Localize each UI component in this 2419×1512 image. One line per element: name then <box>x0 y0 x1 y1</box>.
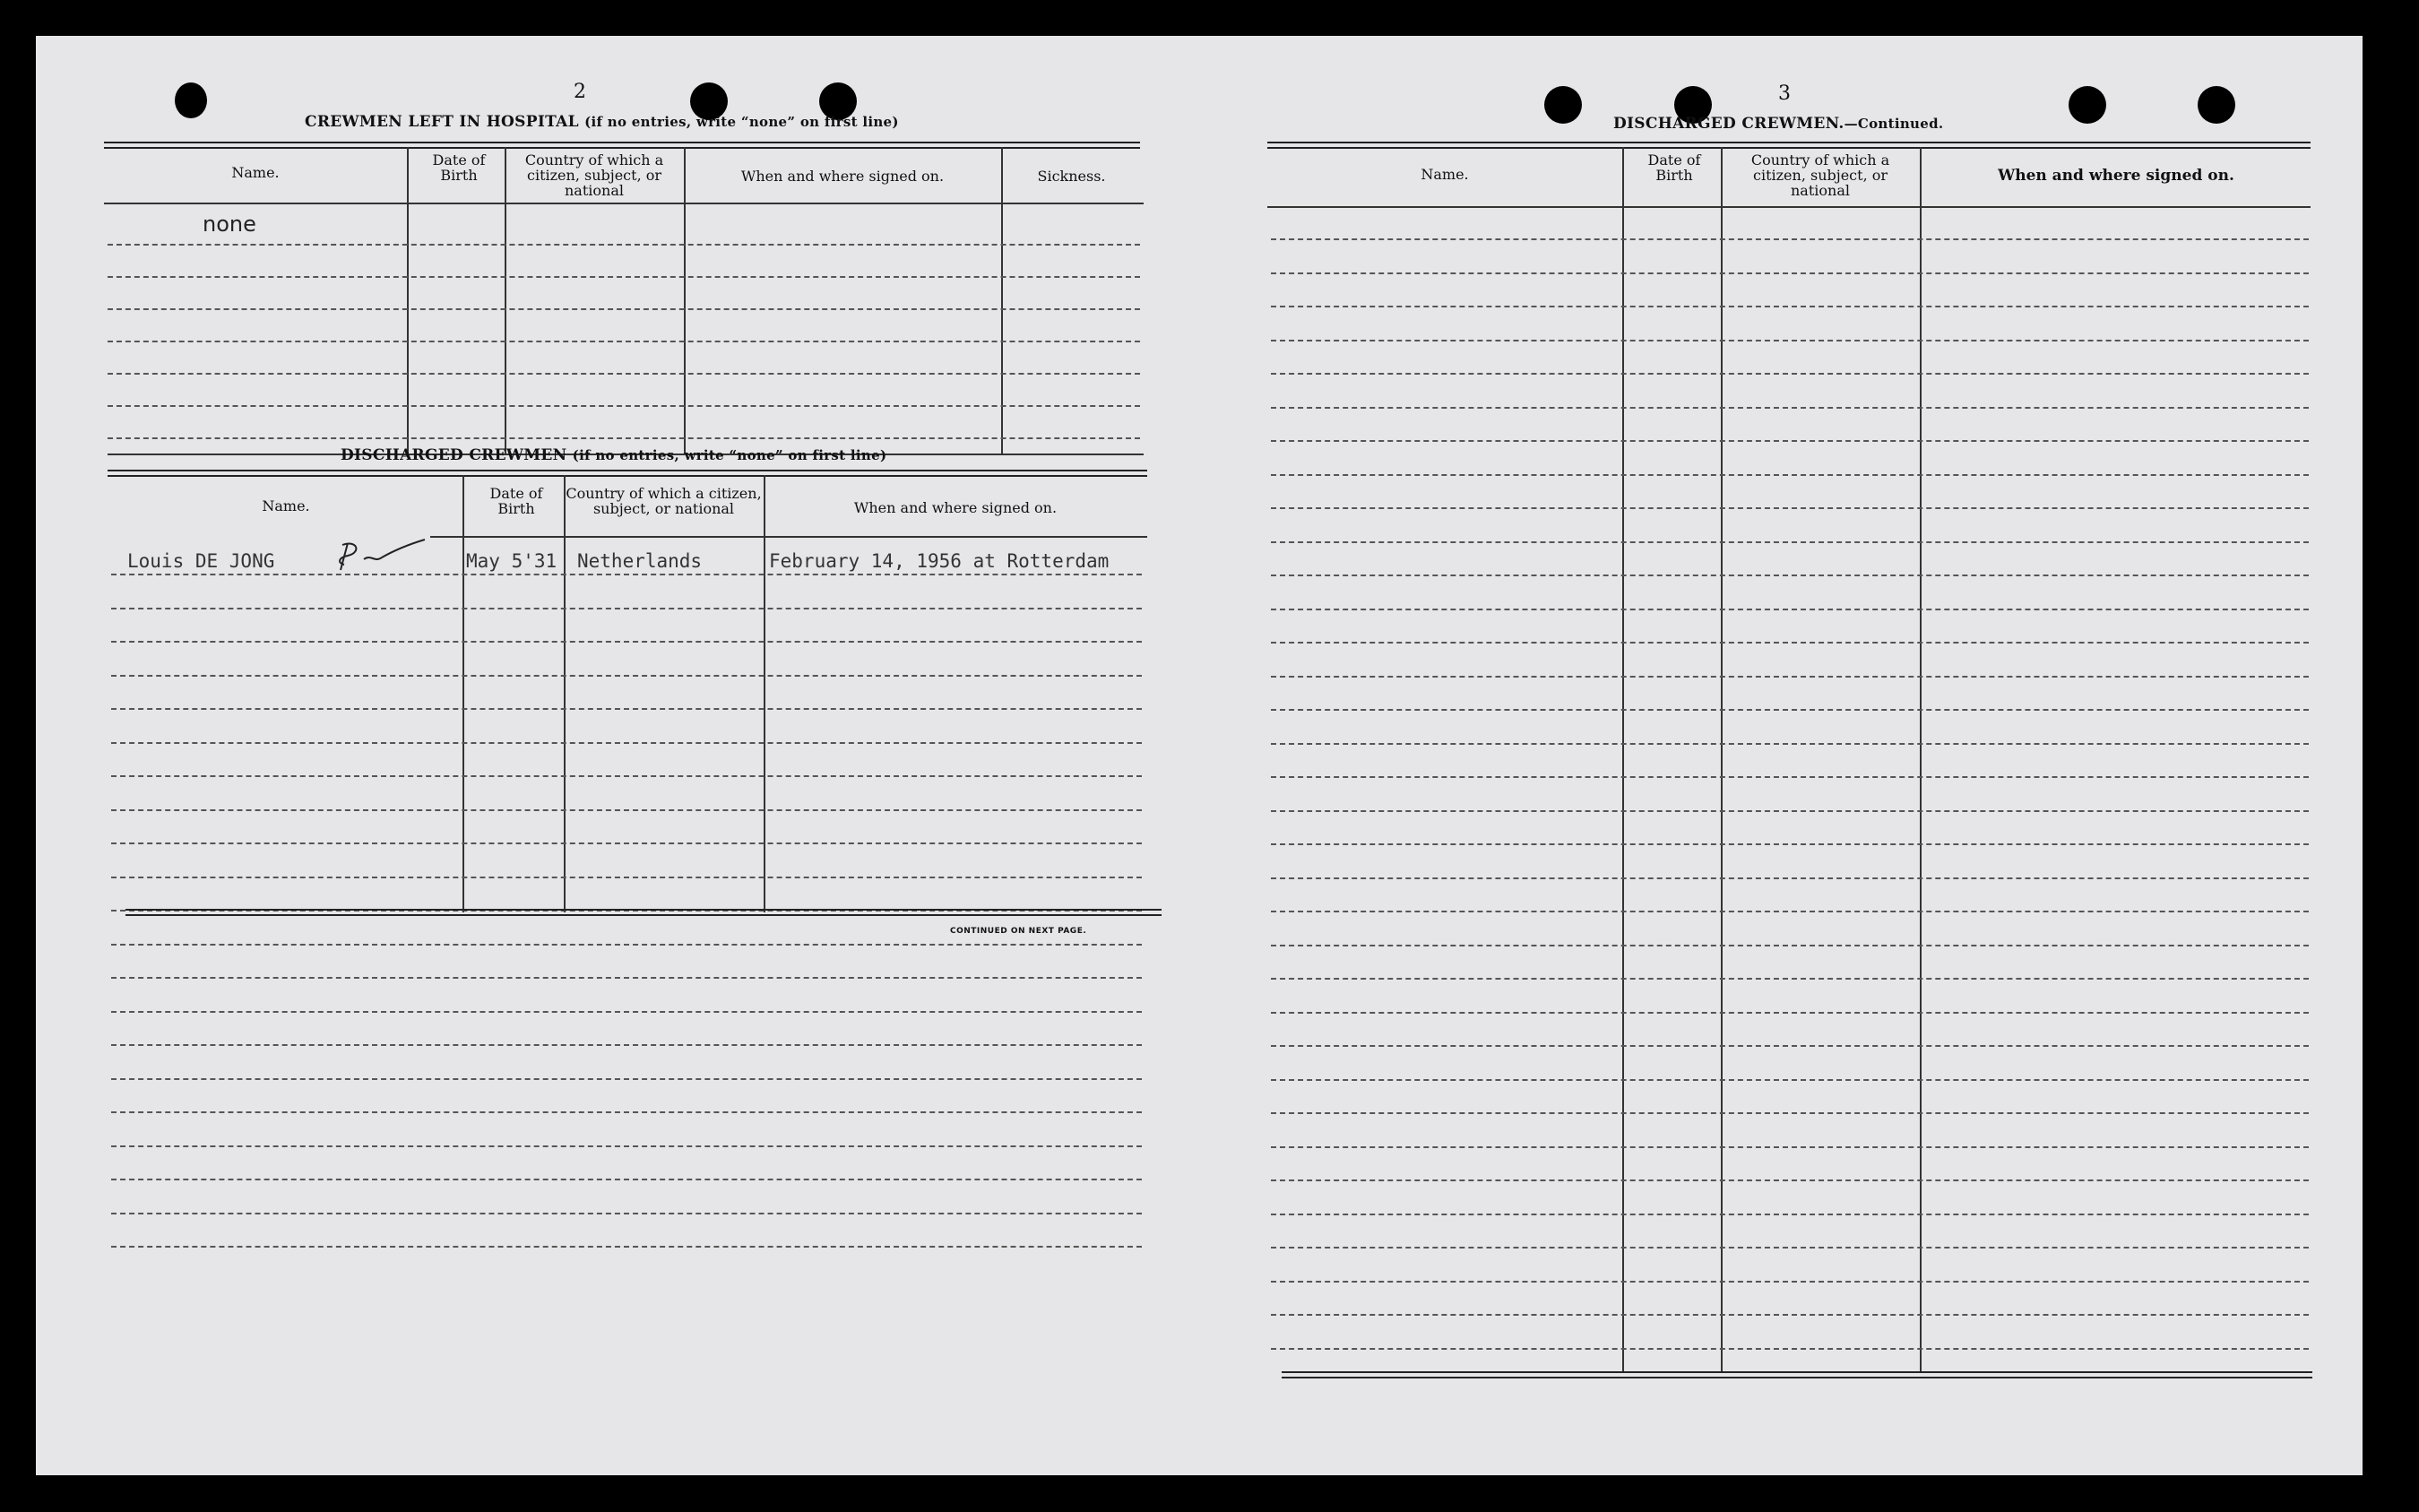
initials-signature <box>332 536 439 575</box>
table-rule <box>104 147 1140 149</box>
entry-line <box>111 1213 1142 1214</box>
entry-line <box>1271 306 2309 307</box>
punch-hole <box>2069 86 2106 124</box>
entry-line <box>111 1179 1142 1180</box>
col-divider <box>764 475 765 912</box>
discharged-dob-cell: May 5'31 <box>466 550 557 572</box>
entry-line <box>1271 609 2309 610</box>
col-divider <box>407 147 409 454</box>
entry-line <box>111 944 1142 946</box>
entry-line <box>1271 1146 2309 1148</box>
punch-hole <box>175 82 207 118</box>
entry-line <box>1271 978 2309 980</box>
table-rule <box>104 142 1140 143</box>
entry-line <box>108 276 1140 278</box>
col-header-signed-on: When and where signed on. <box>1998 167 2234 185</box>
entry-line <box>111 641 1142 643</box>
col-header-dob: Date of Birth <box>489 485 543 517</box>
entry-line <box>1271 507 2309 509</box>
entry-line <box>108 341 1140 342</box>
entry-line <box>108 437 1140 439</box>
entry-line <box>1271 642 2309 644</box>
entry-line <box>1271 1348 2309 1350</box>
entry-line <box>1271 843 2309 845</box>
header-rule <box>104 203 1144 204</box>
col-divider <box>462 475 464 912</box>
hospital-section-title <box>305 113 899 131</box>
discharged-signed-on-cell: February 14, 1956 at Rotterdam <box>769 550 1110 572</box>
table-rule <box>1267 142 2311 143</box>
entry-line <box>108 244 1140 246</box>
entry-line <box>1271 474 2309 476</box>
col-divider <box>1001 147 1003 454</box>
hospital-title-text: CREWMEN LEFT IN HOSPITAL <box>305 113 579 131</box>
header-rule <box>430 536 1147 538</box>
entry-line <box>111 775 1142 777</box>
table-bottom-rule <box>1282 1377 2312 1378</box>
col-header-country: Country of which a citizen, subject, or national <box>524 151 664 199</box>
entry-line <box>111 977 1142 979</box>
page-number-left: 2 <box>574 81 586 103</box>
table-bottom-rule <box>125 914 1162 916</box>
entry-line <box>1271 340 2309 341</box>
punch-hole <box>2198 86 2235 124</box>
entry-line <box>111 1044 1142 1046</box>
table-bottom-rule <box>1282 1371 2312 1373</box>
entry-line <box>1271 776 2309 778</box>
hospital-instruction: (if no entries, write “none” on first line) <box>584 114 899 130</box>
discharged-section-title <box>341 446 886 464</box>
col-divider <box>684 147 686 454</box>
entry-line <box>111 809 1142 811</box>
entry-line <box>108 373 1140 375</box>
col-divider <box>1721 147 1723 1371</box>
entry-line <box>111 742 1142 744</box>
entry-line <box>1271 541 2309 543</box>
entry-line <box>1271 373 2309 375</box>
col-header-signed-on: When and where signed on. <box>853 499 1058 516</box>
entry-line <box>1271 1045 2309 1047</box>
col-header-sickness: Sickness. <box>1037 168 1106 185</box>
col-divider <box>1622 147 1624 1371</box>
entry-line <box>1271 1281 2309 1283</box>
right-title-suffix: —Continued. <box>1844 116 1944 132</box>
col-header-country: Country of which a citizen, subject, or national <box>1750 151 1890 199</box>
entry-line <box>111 877 1142 878</box>
entry-line <box>111 1011 1142 1013</box>
entry-line <box>1271 945 2309 946</box>
table-rule <box>1267 147 2311 149</box>
table-rule <box>108 475 1147 477</box>
entry-line <box>1271 1179 2309 1181</box>
page-number-right: 3 <box>1778 82 1791 105</box>
col-header-dob: Date of Birth <box>1647 151 1701 184</box>
table-bottom-rule <box>125 909 1162 911</box>
col-header-country: Country of which a citizen, subject, or national <box>566 485 762 517</box>
discharged-name-cell: Louis DE JONG <box>127 550 275 572</box>
entry-line <box>108 308 1140 310</box>
entry-line <box>1271 743 2309 745</box>
entry-line <box>1271 440 2309 442</box>
entry-line <box>111 1145 1142 1147</box>
entry-line <box>1271 911 2309 912</box>
entry-line <box>1271 709 2309 711</box>
entry-line <box>111 1246 1142 1248</box>
entry-line <box>111 608 1142 609</box>
entry-line <box>111 842 1142 844</box>
col-header-name: Name. <box>1421 166 1469 183</box>
entry-line <box>111 1111 1142 1113</box>
entry-line <box>111 1078 1142 1080</box>
continued-note: CONTINUED ON NEXT PAGE. <box>950 927 1087 936</box>
right-title-text: DISCHARGED CREWMEN. <box>1613 115 1844 133</box>
entry-line <box>1271 1079 2309 1081</box>
document-sheet <box>36 36 2363 1475</box>
entry-line <box>1271 810 2309 812</box>
right-section-title <box>1613 115 1943 133</box>
entry-line <box>1271 407 2309 409</box>
entry-line <box>111 675 1142 677</box>
entry-line <box>1271 1012 2309 1014</box>
entry-line <box>108 405 1140 407</box>
entry-line <box>1271 1314 2309 1316</box>
entry-line <box>1271 238 2309 240</box>
col-header-signed-on: When and where signed on. <box>740 168 945 185</box>
entry-line <box>111 574 1142 575</box>
entry-line <box>1271 676 2309 678</box>
col-divider <box>1920 147 1922 1371</box>
header-rule <box>1267 206 2311 208</box>
col-divider <box>564 475 566 912</box>
hospital-entry-none: none <box>203 212 256 237</box>
entry-line <box>111 708 1142 710</box>
entry-line <box>1271 575 2309 576</box>
entry-line <box>1271 1112 2309 1114</box>
entry-line <box>1271 1214 2309 1215</box>
col-header-name: Name. <box>231 164 280 181</box>
col-header-dob: Date of Birth <box>432 151 486 184</box>
discharged-country-cell: Netherlands <box>577 550 703 572</box>
discharged-title-text: DISCHARGED CREWMEN <box>341 446 567 464</box>
punch-hole <box>1544 86 1582 124</box>
entry-line <box>1271 877 2309 879</box>
entry-line <box>1271 272 2309 274</box>
entry-line <box>1271 1247 2309 1248</box>
table-rule <box>108 470 1147 471</box>
discharged-instruction: (if no entries, write “none” on first line) <box>572 447 887 463</box>
col-header-name: Name. <box>262 497 310 514</box>
